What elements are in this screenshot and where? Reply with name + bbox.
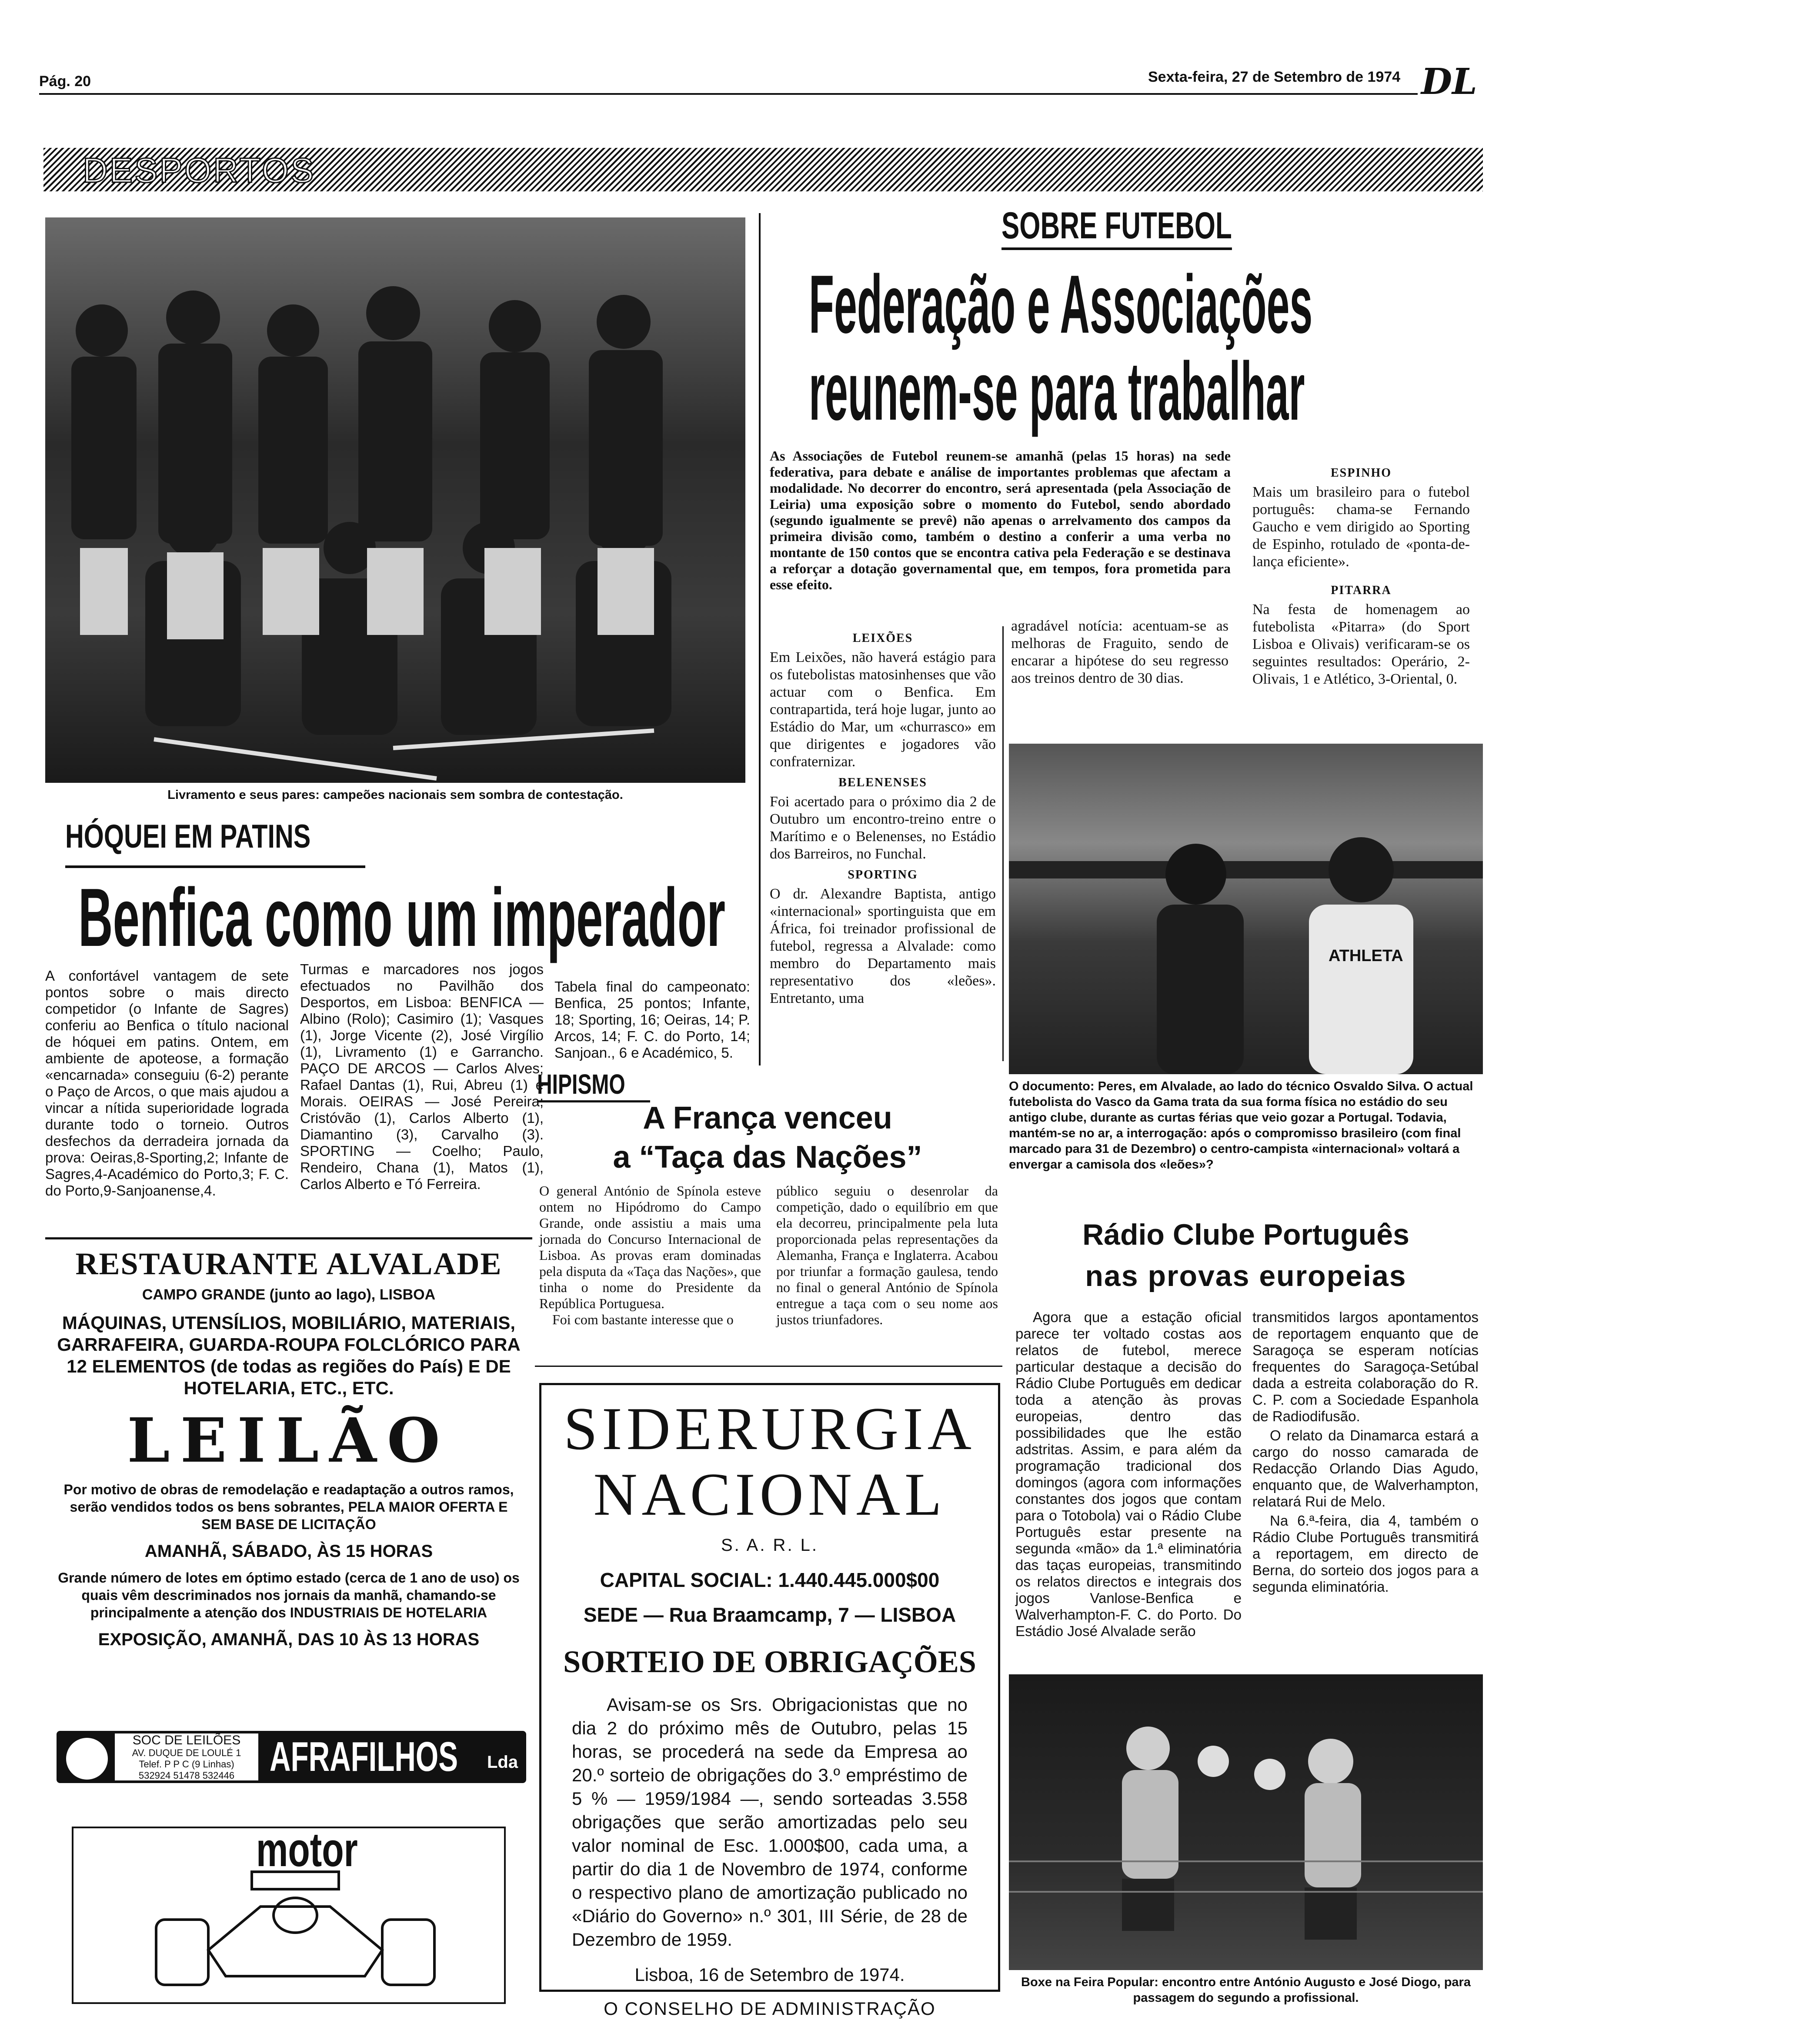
section-title: DESPORTOS xyxy=(83,151,316,190)
siderurgia-name-1: SIDERURGIA xyxy=(564,1395,976,1463)
restaurante-exposicao: EXPOSIÇÃO, AMANHÃ, DAS 10 ÀS 13 HORAS xyxy=(98,1630,480,1649)
radio-col-2 xyxy=(1252,1309,1479,1595)
siderurgia-sorteio-title: SORTEIO DE OBRIGAÇÕES xyxy=(563,1644,976,1679)
soc-line-2: AV. DUQUE DE LOULÉ 1 xyxy=(132,1747,241,1758)
afra-filhos-block xyxy=(57,1731,526,1783)
hipismo-kicker-wrap xyxy=(537,1070,650,1102)
futebol-col-right xyxy=(1252,461,1470,688)
newspaper-logo: DL xyxy=(1421,61,1477,103)
siderurgia-signature: O CONSELHO DE ADMINISTRAÇÃO xyxy=(604,1998,936,2019)
header-rule xyxy=(39,93,1418,95)
sporting-text: O dr. Alexandre Baptista, antigo «internacional» sportinguista que em África, foi treinador profissional de futebol, regressa a Alvalade: como membro do Departamento mais representativo dos «leões». Entretanto, uma xyxy=(770,886,996,1006)
restaurante-top-rule xyxy=(45,1237,532,1239)
futebol-lead: As Associações de Futebol reunem-se amanhã (pelas 15 horas) na sede federativa, para debate e análise de importantes problemas que afectam a modalidade. No decorrer do encontro, será apresentada (pela Associação de Leiria) uma exposição sobre o momento do Futebol, sendo abordado (segundo igualmente se prevê) não apenas o arrelvamento dos campos da primeira divisão como, também o destino a conferir a uma verba no montante de 150 contos que se encontra cativa pela Federação e se destinava a reforçar a dotação governamental que, em tempos, fora prometida para esse efeito. xyxy=(770,448,1231,592)
restaurante-address: CAMPO GRANDE (junto ao lago), LISBOA xyxy=(142,1286,436,1303)
hoquei-col-1: A confortável vantagem de sete pontos sobre o mais directo competidor (o Infante de Sagres) conferiu ao Benfica o título nacional de hóquei em patins. Ontem, em ambiente de apoteose, a formação «encarnada» conseguiu (6-2) perante o Paço de Arcos, o que mais ajudou a vincar a nítida superioridade lograda durante todo o torneio. Outros desfechos da derradeira jornada da prova: Oeiras,8-Sporting,2; Infante de Sagres,4-Académico do Porto,3; F. C. do Porto,9-Sanjoanense,4. xyxy=(45,968,289,1199)
hipismo-headline-2: a “Taça das Nações” xyxy=(613,1140,922,1175)
soc-seal xyxy=(64,1736,110,1781)
radio-text-2c: Na 6.ª-feira, dia 4, também o Rádio Clube Português transmitirá a reportagem, em directo de Berna, do sorteio dos jogos para a segunda eliminatória. xyxy=(1252,1513,1479,1595)
hipismo-rule xyxy=(535,1366,1002,1367)
hipismo-text-1: O general António de Spínola esteve ontem no Hipódromo do Campo Grande, onde assistiu a mais uma jornada do Concurso Internacional de Lisboa. As provas eram dominadas pela disputa da «Taça das Nações», que tinha o nome do Presidente da República Portuguesa. xyxy=(539,1183,761,1311)
race-car-drawing xyxy=(147,1854,443,1998)
sporting-title: SPORTING xyxy=(848,868,918,882)
leixoes-title: LEIXÕES xyxy=(852,631,913,645)
hoquei-kicker: HÓQUEI EM PATINS xyxy=(65,818,311,855)
page-number: Pág. 20 xyxy=(39,73,91,90)
espinho-title: ESPINHO xyxy=(1330,466,1392,480)
radio-text-2b: O relato da Dinamarca estará a cargo do nosso camarada de Redacção Orlando Dias Agudo, enquanto que, de Walverhampton, relatará Rui de Melo. xyxy=(1252,1427,1479,1510)
page-date: Sexta-feira, 27 de Setembro de 1974 xyxy=(1148,69,1401,85)
afra-lda: Lda xyxy=(487,1753,518,1772)
siderurgia-sede: SEDE — Rua Braamcamp, 7 — LISBOA xyxy=(583,1603,956,1626)
hipismo-headline-1: A França venceu xyxy=(643,1101,892,1136)
siderurgia-sarl: S. A. R. L. xyxy=(721,1536,819,1555)
restaurante-title: RESTAURANTE ALVALADE xyxy=(75,1246,502,1281)
hoquei-headline-wrap xyxy=(78,872,748,964)
boxe-photo xyxy=(1009,1674,1483,1970)
futebol-headline-2: reunem-se para trabalhar xyxy=(809,345,1305,438)
hipismo-col-2: público seguiu o desenrolar da competição, dado o equilíbrio em que ela decorreu, principalmente pela luta proporcionada pelas representações da Alemanha, França e Inglaterra. Acabou por triunfar a formação gaulesa, tendo no final o general António de Spínola entregue a taça com o seu nome aos justos triunfadores. xyxy=(776,1183,998,1327)
hoquei-col-2: Turmas e marcadores nos jogos efectuados no Pavilhão dos Desportos, em Lisboa: BENFICA — Albino (Rolo); Casimiro (1); Vasques (1), Jorge Vicente (2), José Virgílio (1), Livramento (1) e Garrancho. PAÇO DE ARCOS — Carlos Alves; Rafael Dantas (1), Rui, Abreu (1) e Morais. OEIRAS — José Pereira; Cristóvão (1), Carlos Alberto (1), Diamantino (3), Carvalho (3). SPORTING — Coelho; Paulo, Rendeiro, Chana (1), Matos (1), Carlos Alberto e Tó Ferreira. xyxy=(300,961,544,1192)
peres-photo-figures xyxy=(1009,744,1483,1074)
peres-photo xyxy=(1009,744,1483,1074)
section-banner xyxy=(43,148,1483,191)
column-rule-right xyxy=(1002,626,1004,1061)
restaurante-ad xyxy=(45,1237,532,1729)
radio-col-1: Agora que a estação oficial parece ter voltado costas aos relatos de futebol, merece particular destaque a decisão do Rádio Clube Português em dedicar toda a atenção às provas europeias, dentro das possibilidades que lhe estão adstritas. Assim, e para além da programação tradicional dos domingos (agora com informações constantes dos jogos que contam para o Totobola) vai o Rádio Clube Português estar presente na segunda «mão» da 1.ª eliminatória das taças europeias, transmitindo os relatos directos e integrais dos jogos Vanlose-Benfica e Walverhampton-F. C. do Porto. Do Estádio José Alvalade serão xyxy=(1015,1309,1242,1639)
futebol-kicker-wrap xyxy=(957,204,1261,252)
hipismo-kicker: HIPISMO xyxy=(537,1069,625,1100)
motor-ad xyxy=(72,1823,506,2004)
boxe-photo-figures xyxy=(1009,1674,1483,1970)
pitarra-title: PITARRA xyxy=(1331,584,1392,597)
restaurante-leilao: LEILÃO xyxy=(127,1405,451,1476)
espinho-text: Mais um brasileiro para o futebol português: chama-se Fernando Gaucho e vem dirigido ao Sporting de Espinho, rotulado de «ponta-de-lança eficiente». xyxy=(1252,484,1470,570)
restaurante-when: AMANHÃ, SÁBADO, ÀS 15 HORAS xyxy=(144,1542,433,1561)
siderurgia-body: Avisam-se os Srs. Obrigacionistas que no dia 2 do próximo mês de Outubro, pelas 15 horas, se procederá na sede da Empresa ao 20.º sorteio de obrigações do 3.º empréstimo de 5 % — 1959/1984 —, sendo sorteadas 3.558 obrigações que serão amortizadas pelo seu valor nominal de Esc. 1.000$00, cada uma, a partir do dia 1 de Novembro de 1974, conforme o respectivo plano de amortização publicado no «Diário do Governo» n.º 301, III Série, de 28 de Dezembro de 1959. xyxy=(572,1694,968,1950)
futebol-headline-1-wrap xyxy=(809,258,1426,351)
peres-photo-caption: O documento: Peres, em Alvalade, ao lado do técnico Osvaldo Silva. O actual futebolista do Vasco da Gama trata da sua forma física no estádio do seu antigo clube, durante as curtas férias que veio gozar a Portugal. Todavia, mantém-se no ar, a interrogação: após o compromisso brasileiro (com final marcado para 31 de Dezembro) o centro-campista «internacional» voltará a envergar a camisola dos «leões»? xyxy=(1009,1079,1473,1172)
futebol-col-leixoes xyxy=(770,626,996,1007)
radio-headline-1: Rádio Clube Português xyxy=(1082,1218,1409,1251)
futebol-col-mid: agradável notícia: acentuam-se as melhoras de Fraguito, sendo de encarar a hipótese do seu regresso aos treinos dentro de 30 dias. xyxy=(1011,618,1228,686)
siderurgia-date: Lisboa, 16 de Setembro de 1974. xyxy=(634,1964,905,1985)
afra-name: AFRAFILHOS xyxy=(270,1733,458,1780)
belenenses-title: BELENENSES xyxy=(838,776,927,789)
hoquei-photo-caption: Livramento e seus pares: campeões nacionais sem sombra de contestação. xyxy=(167,788,623,802)
pitarra-text: Na festa de homenagem ao futebolista «Pitarra» (do Sport Lisboa e Olivais) verificaram-se os seguintes resultados: Operário, 2-Olivais, 1 e Atlético, 3-Oriental, 0. xyxy=(1252,601,1470,687)
belenenses-text: Foi acertado para o próximo dia 2 de Outubro um encontro-treino entre o Marítimo e o Belenenses, no Estádio dos Barreiros, no Funchal. xyxy=(770,794,996,862)
hoquei-photo-figures xyxy=(45,217,745,783)
futebol-kicker: SOBRE FUTEBOL xyxy=(1001,204,1232,250)
boxe-photo-caption: Boxe na Feira Popular: encontro entre António Augusto e José Diogo, para passagem do segundo a profissional. xyxy=(1021,1975,1471,2005)
soc-line-4: 532924 51478 532446 xyxy=(138,1770,235,1781)
hoquei-kicker-wrap xyxy=(65,818,365,868)
hipismo-text-1b: Foi com bastante interesse que o xyxy=(552,1312,734,1327)
soc-line-3: Telef. P P C (9 Linhas) xyxy=(139,1759,234,1770)
column-rule-center xyxy=(759,213,761,1065)
futebol-headline-2-wrap xyxy=(809,345,1426,438)
hoquei-team-photo xyxy=(45,217,745,783)
siderurgia-ad xyxy=(539,1383,1000,2019)
leixoes-text: Em Leixões, não haverá estágio para os futebolistas matosinhenses que vão actuar com o Benfica. Em contrapartida, terá hoje lugar, junto ao Estádio do Mar, um «churrasco» em que dirigentes e jogadores vão confraternizar. xyxy=(770,649,996,770)
afra-name-wrap xyxy=(270,1733,518,1780)
soc-line-1: SOC DE LEILÕES xyxy=(132,1733,241,1747)
soc-info xyxy=(115,1733,258,1780)
hoquei-headline: Benfica como um imperador xyxy=(78,872,726,964)
hoquei-col-3: Tabela final do campeonato: Benfica, 25 pontos; Infante, 18; Sporting, 16; Oeiras, 14; P. Arcos, 14; F. C. do Porto, 14; Sanjoan., 6 e Académico, 5. xyxy=(554,979,750,1061)
restaurante-items: MÁQUINAS, UTENSÍLIOS, MOBILIÁRIO, MATERIAIS, GARRAFEIRA, GUARDA-ROUPA FOLCLÓRICO PARA 12 ELEMENTOS (de todas as regiões do País) E DE HOTELARIA, ETC., ETC. xyxy=(57,1313,521,1398)
peres-shirt-text: ATHLETA xyxy=(1329,947,1403,965)
motor-title: motor xyxy=(256,1823,358,1877)
restaurante-lotes: Grande número de lotes em óptimo estado (cerca de 1 ano de uso) os quais vêm descriminados nos jornais da manhã, chamando-se principalmente a atenção dos INDUSTRIAIS DE HOTELARIA xyxy=(58,1570,520,1620)
futebol-headline-1: Federação e Associações xyxy=(809,258,1313,351)
radio-headline-2: nas provas europeias xyxy=(1085,1259,1407,1293)
hipismo-col-1 xyxy=(539,1183,761,1328)
siderurgia-name-2: NACIONAL xyxy=(593,1461,946,1528)
radio-text-2: transmitidos largos apontamentos de reportagem enquanto que de Saragoça se esperam notícias frequentes do Saragoça-Setúbal dada a estreita colaboração do R. C. P. com a Sociedade Espanhola de Radiodifusão. xyxy=(1252,1309,1479,1424)
siderurgia-capital: CAPITAL SOCIAL: 1.440.445.000$00 xyxy=(600,1569,940,1591)
restaurante-motivo: Por motivo de obras de remodelação e readaptação a outros ramos, serão vendidos todos os bens sobrantes, PELA MAIOR OFERTA E SEM BASE DE LICITAÇÃO xyxy=(63,1482,514,1532)
